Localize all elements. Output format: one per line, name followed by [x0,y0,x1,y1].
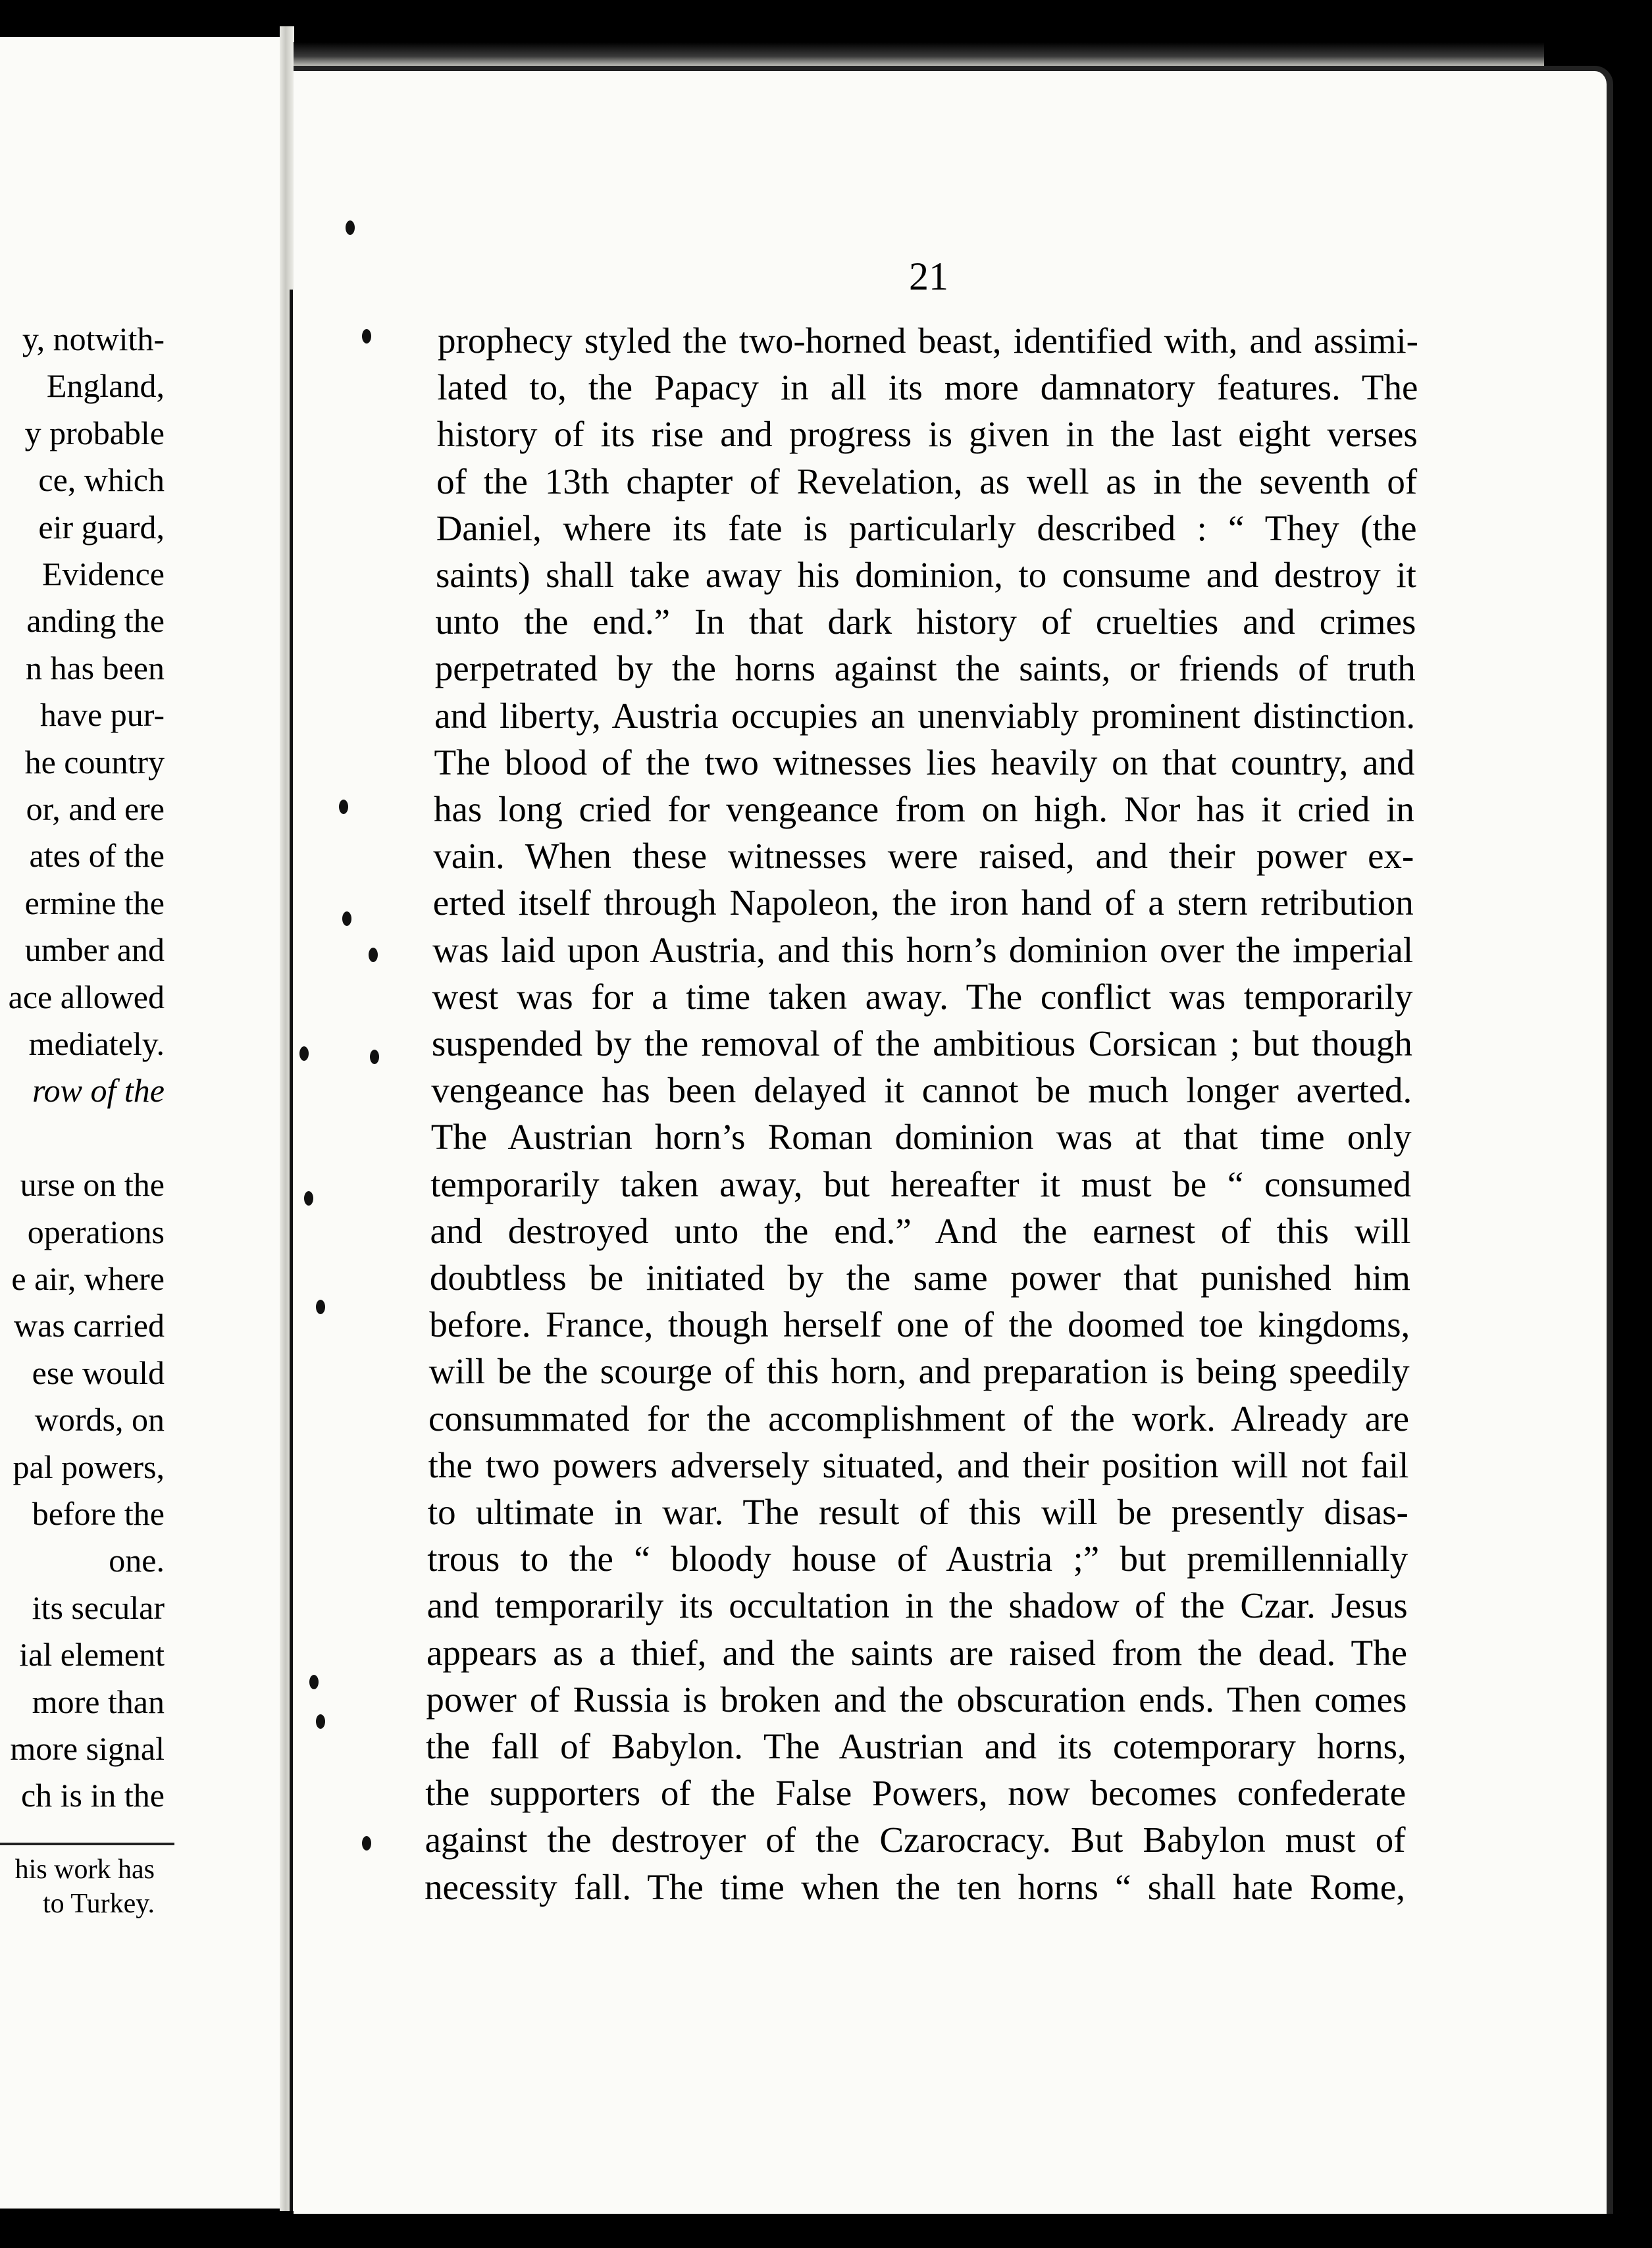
binding-hole-mark [316,1300,325,1314]
left-page-line: y probable [24,414,165,451]
left-page-line: e air, where [11,1260,165,1297]
body-line: unto the end.” In that dark history of cruelties and crimes [435,601,1416,642]
left-page-line: operations [27,1213,165,1250]
binding-hole-mark [362,329,371,344]
body-line: Daniel, where its fate is particularly described : “ They (the [436,507,1417,548]
body-line: has long cried for vengeance from on high. Nor has it cried in [433,789,1414,829]
left-page-line: was carried [13,1307,165,1344]
body-line: prophecy styled the two-horned beast, identified with, and assimi- [438,320,1418,361]
left-page-line: n has been [25,649,165,686]
left-page-line: ch is in the [20,1777,165,1814]
binding-hole-mark [370,1050,379,1064]
left-footnote-line: his work has [14,1854,155,1885]
body-line: will be the scourge of this horn, and preparation is being speedily [428,1351,1410,1392]
body-line: of the 13th chapter of Revelation, as well as in the seventh of [436,461,1418,501]
body-line: doubtless be initiated by the same power that punished him [429,1258,1410,1298]
left-page-line: Evidence [41,555,165,592]
binding-hole-mark [346,220,355,235]
left-page-line: row of the [32,1072,165,1110]
body-line: power of Russia is broken and the obscuration ends. Then comes [426,1679,1407,1720]
body-line: vain. When these witnesses were raised, and their power ex- [433,836,1414,877]
body-line: suspended by the removal of the ambitious Corsican ; but though [431,1023,1412,1063]
body-line: to ultimate in war. The result of this will be presently disas- [427,1492,1408,1532]
binding-hole-mark [309,1675,319,1689]
left-page-line: ial element [19,1636,165,1673]
left-page-line: eir guard, [38,508,165,546]
body-line: before. France, though herself one of the doomed toe kingdoms, [429,1304,1410,1345]
left-page-line: urse on the [20,1166,165,1204]
body-line: appears as a thief, and the saints are raised from the dead. The [426,1632,1408,1673]
left-page-line: ace allowed [8,978,165,1015]
body-line: perpetrated by the horns against the saints, or friends of truth [434,648,1416,689]
body-line: saints) shall take away his dominion, to consume and destroy it [435,555,1416,595]
left-page-line: umber and [24,931,165,969]
body-line: west was for a time taken away. The conflict was temporarily [432,976,1413,1017]
body-line: and destroyed unto the end.” And the earnest of this will [430,1210,1411,1251]
binding-hole-mark [342,911,351,926]
left-page-line: more signal [10,1730,165,1767]
left-page-line: anding the [26,602,165,640]
left-page-line: or, and ere [26,790,165,827]
body-line: The Austrian horn’s Roman dominion was at that time only [430,1117,1412,1158]
left-page-line: ese would [32,1354,165,1391]
left-page-line: ce, which [38,461,165,499]
left-page-line: before the [32,1495,165,1532]
body-line: the two powers adversely situated, and their position will not fail [428,1444,1409,1485]
body-line: temporarily taken away, but hereafter it must be “ consumed [430,1163,1412,1204]
body-line: vengeance has been delayed it cannot be much longer averted. [431,1070,1412,1111]
left-page-line: one. [109,1542,165,1579]
binding-hole-mark [299,1046,309,1061]
body-line: history of its rise and progress is given in the last eight verses [436,414,1418,455]
left-page-line: words, on [34,1401,165,1439]
gutter-shadow-line [290,290,293,2211]
left-page-line: y, notwith- [22,320,165,357]
binding-hole-mark [362,1836,371,1851]
body-line: necessity fall. The time when the ten horns “ shall hate Rome, [425,1866,1405,1907]
binding-hole-mark [316,1714,325,1729]
left-footnote-rule [0,1843,174,1845]
left-footnote-line: to Turkey. [43,1889,155,1919]
binding-hole-mark [369,948,378,962]
page-number: 21 [909,255,948,298]
body-line: The blood of the two witnesses lies heavily on that country, and [434,742,1415,782]
left-page-line: pal powers, [13,1448,165,1485]
left-page-line: its secular [32,1589,165,1626]
body-line: the supporters of the False Powers, now becomes confederate [425,1773,1407,1814]
body-line: the fall of Babylon. The Austrian and its cotemporary horns, [425,1726,1407,1766]
binding-hole-mark [304,1191,313,1206]
body-line: consummated for the accomplishment of the work. Already are [428,1398,1410,1439]
body-line: was laid upon Austria, and this horn’s dominion over the imperial [432,929,1414,970]
body-line: lated to, the Papacy in all its more damnatory features. The [437,367,1418,408]
left-page-line: have pur- [39,696,165,734]
body-line: and temporarily its occultation in the shadow of the Czar. Jesus [426,1585,1408,1626]
binding-hole-mark [339,800,348,814]
left-page-line: he country [24,743,165,780]
body-line: trous to the “ bloody house of Austria ;” but premillennially [427,1539,1408,1579]
body-line: and liberty, Austria occupies an unenviably prominent distinction. [434,695,1416,736]
left-page-line: mediately. [28,1025,165,1062]
body-line: erted itself through Napoleon, the iron hand of a stern retribution [432,882,1414,923]
left-page-line: ates of the [29,837,165,875]
left-page-line: England, [46,367,165,405]
left-page-line: ermine the [24,884,165,921]
body-line: against the destroyer of the Czarocracy. But Babylon must of [425,1820,1406,1860]
left-page-line: more than [32,1683,165,1720]
